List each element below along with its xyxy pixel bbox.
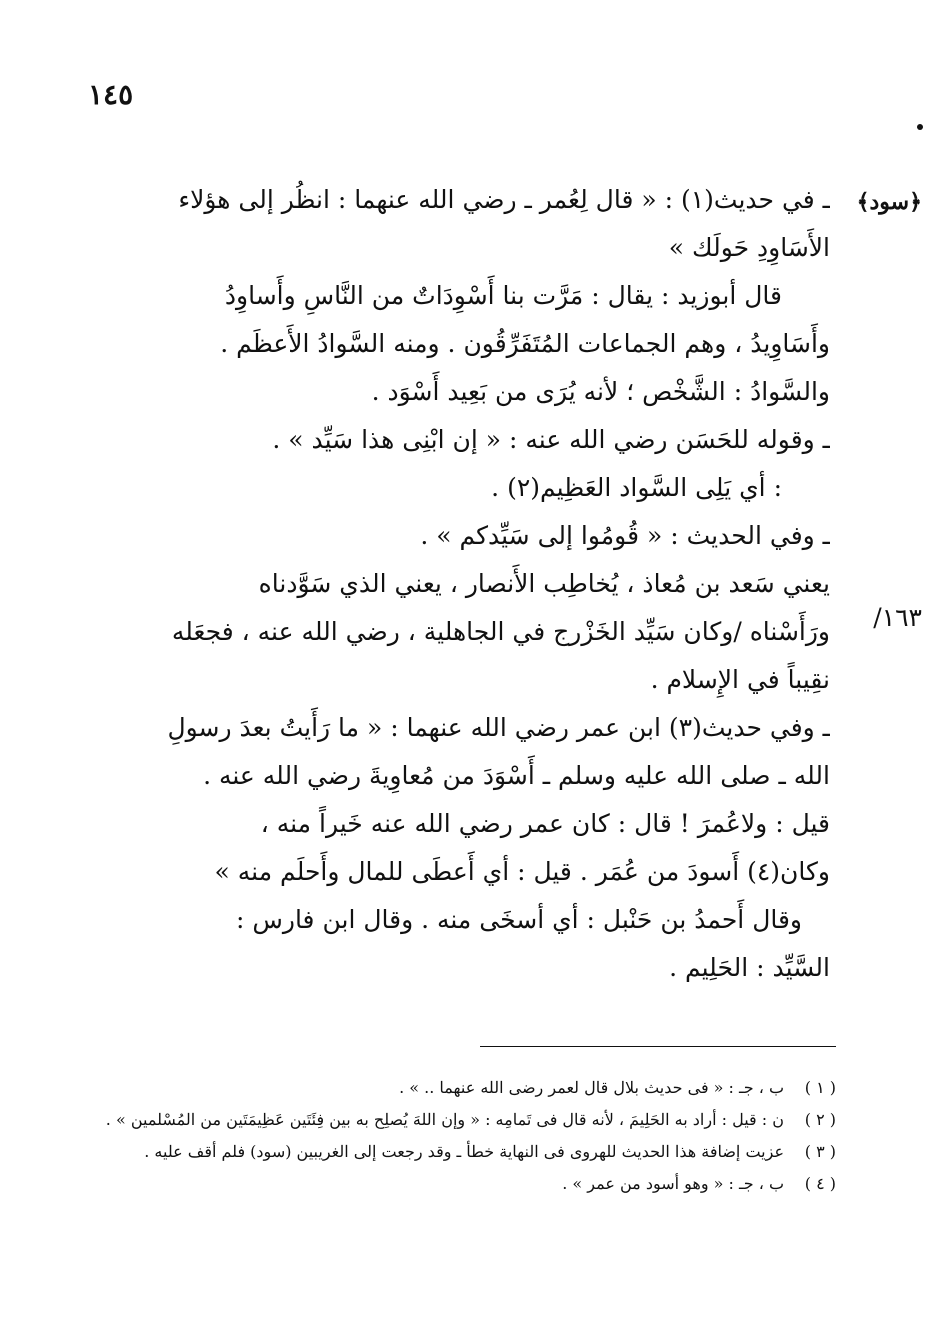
footnote-item (80, 1170, 836, 1198)
footnote-number: ( ٢ ) (804, 1110, 836, 1129)
margin-dot (917, 124, 923, 130)
entry-word-marker: ﴿سود﴾ (856, 189, 922, 215)
footnote-text: ب ، جـ : « فى حديث بلال قال لعمر رضى الله عنهما .. » . (399, 1078, 784, 1097)
text-line: نقِيباً في الإِسلام . (650, 665, 830, 694)
text-line: ـ وفي الحديث : « قُومُوا إلى سَيِّدكم » . (420, 521, 830, 550)
main-text-body (82, 176, 830, 992)
footnote-item (80, 1138, 836, 1166)
footnotes (80, 1074, 836, 1202)
footnote-text: ب ، جـ : « وهو أسود من عمر » . (562, 1174, 784, 1193)
text-line: والسَّوادُ : الشَّخْص ؛ لأنه يُرَى من بَعِيد أَسْوَد . (371, 377, 830, 406)
text-line: وكان(٤) أَسودَ من عُمَر . قيل : أي أَعطَى للمال وأَحلَم منه » (214, 857, 830, 886)
text-line: وأَسَاوِيدُ ، وهم الجماعات المُتَفَرِّقُون . ومنه السَّوادُ الأَعظَم . (220, 329, 830, 358)
text-line: ـ في حديث(١) : « قال لِعُمر ـ رضي الله عنهما : انظُر إلى هؤلاء (178, 185, 830, 214)
text-line: الأَسَاوِدِ حَولَك » (668, 233, 830, 262)
footnote-separator (480, 1046, 836, 1047)
footnote-number: ( ١ ) (804, 1078, 836, 1097)
margin-page-reference: ١٦٣/ (873, 603, 922, 632)
text-line: الله ـ صلى الله عليه وسلم ـ أَسْوَدَ من مُعاوِيةَ رضي الله عنه . (203, 761, 830, 790)
footnote-item (80, 1106, 836, 1134)
text-line: قيل : ولاعُمرَ ! قال : كان عمر رضي الله عنه خَيراً منه ، (260, 809, 830, 838)
footnote-number: ( ٤ ) (804, 1174, 836, 1193)
footnote-number: ( ٣ ) (804, 1142, 836, 1161)
footnote-item (80, 1074, 836, 1102)
text-line: ورَأَسْناه /وكان سَيِّد الخَزْرج في الجاهلية ، رضي الله عنه ، فجعَله (171, 617, 830, 646)
text-line: : أي يَلِى السَّواد العَظِيم(٢) . (491, 473, 782, 502)
text-line: السَّيِّد : الحَلِيم . (669, 953, 830, 982)
page-number: ١٤٥ (88, 78, 134, 111)
text-line: ـ وفي حديث(٣) ابن عمر رضي الله عنهما : « ما رَأَيتُ بعدَ رسولِ (167, 713, 830, 742)
footnote-text: ن : قيل : أراد به الحَلِيمَ ، لأنه قال فى تَمامِه : « وإن اللهَ يُصلِح به بين فِئَتَين عَظِيمَتَين من المُسْلمين » . (105, 1110, 784, 1129)
text-line: قال أبوزيد : يقال : مَرَّت بنا أَسْوِدَاتٌ من النَّاسِ وأَساوِدُ (224, 281, 782, 310)
text-line: يعني سَعد بن مُعاذ ، يُخاطِب الأَنصار ، يعني الذي سَوَّدناه (258, 569, 830, 598)
text-line: ـ وقوله للحَسَن رضي الله عنه : « إن ابْنِى هذا سَيِّد » . (272, 425, 830, 454)
footnote-text: عزيت إضافة هذا الحديث للهروى فى النهاية خطأ ـ وقد رجعت إلى الغريبين (سود) فلم أقف عليه . (144, 1142, 784, 1161)
text-line: وقال أَحمدُ بن حَنْبل : أي أسخَى منه . وقال ابن فارس : (235, 905, 802, 934)
